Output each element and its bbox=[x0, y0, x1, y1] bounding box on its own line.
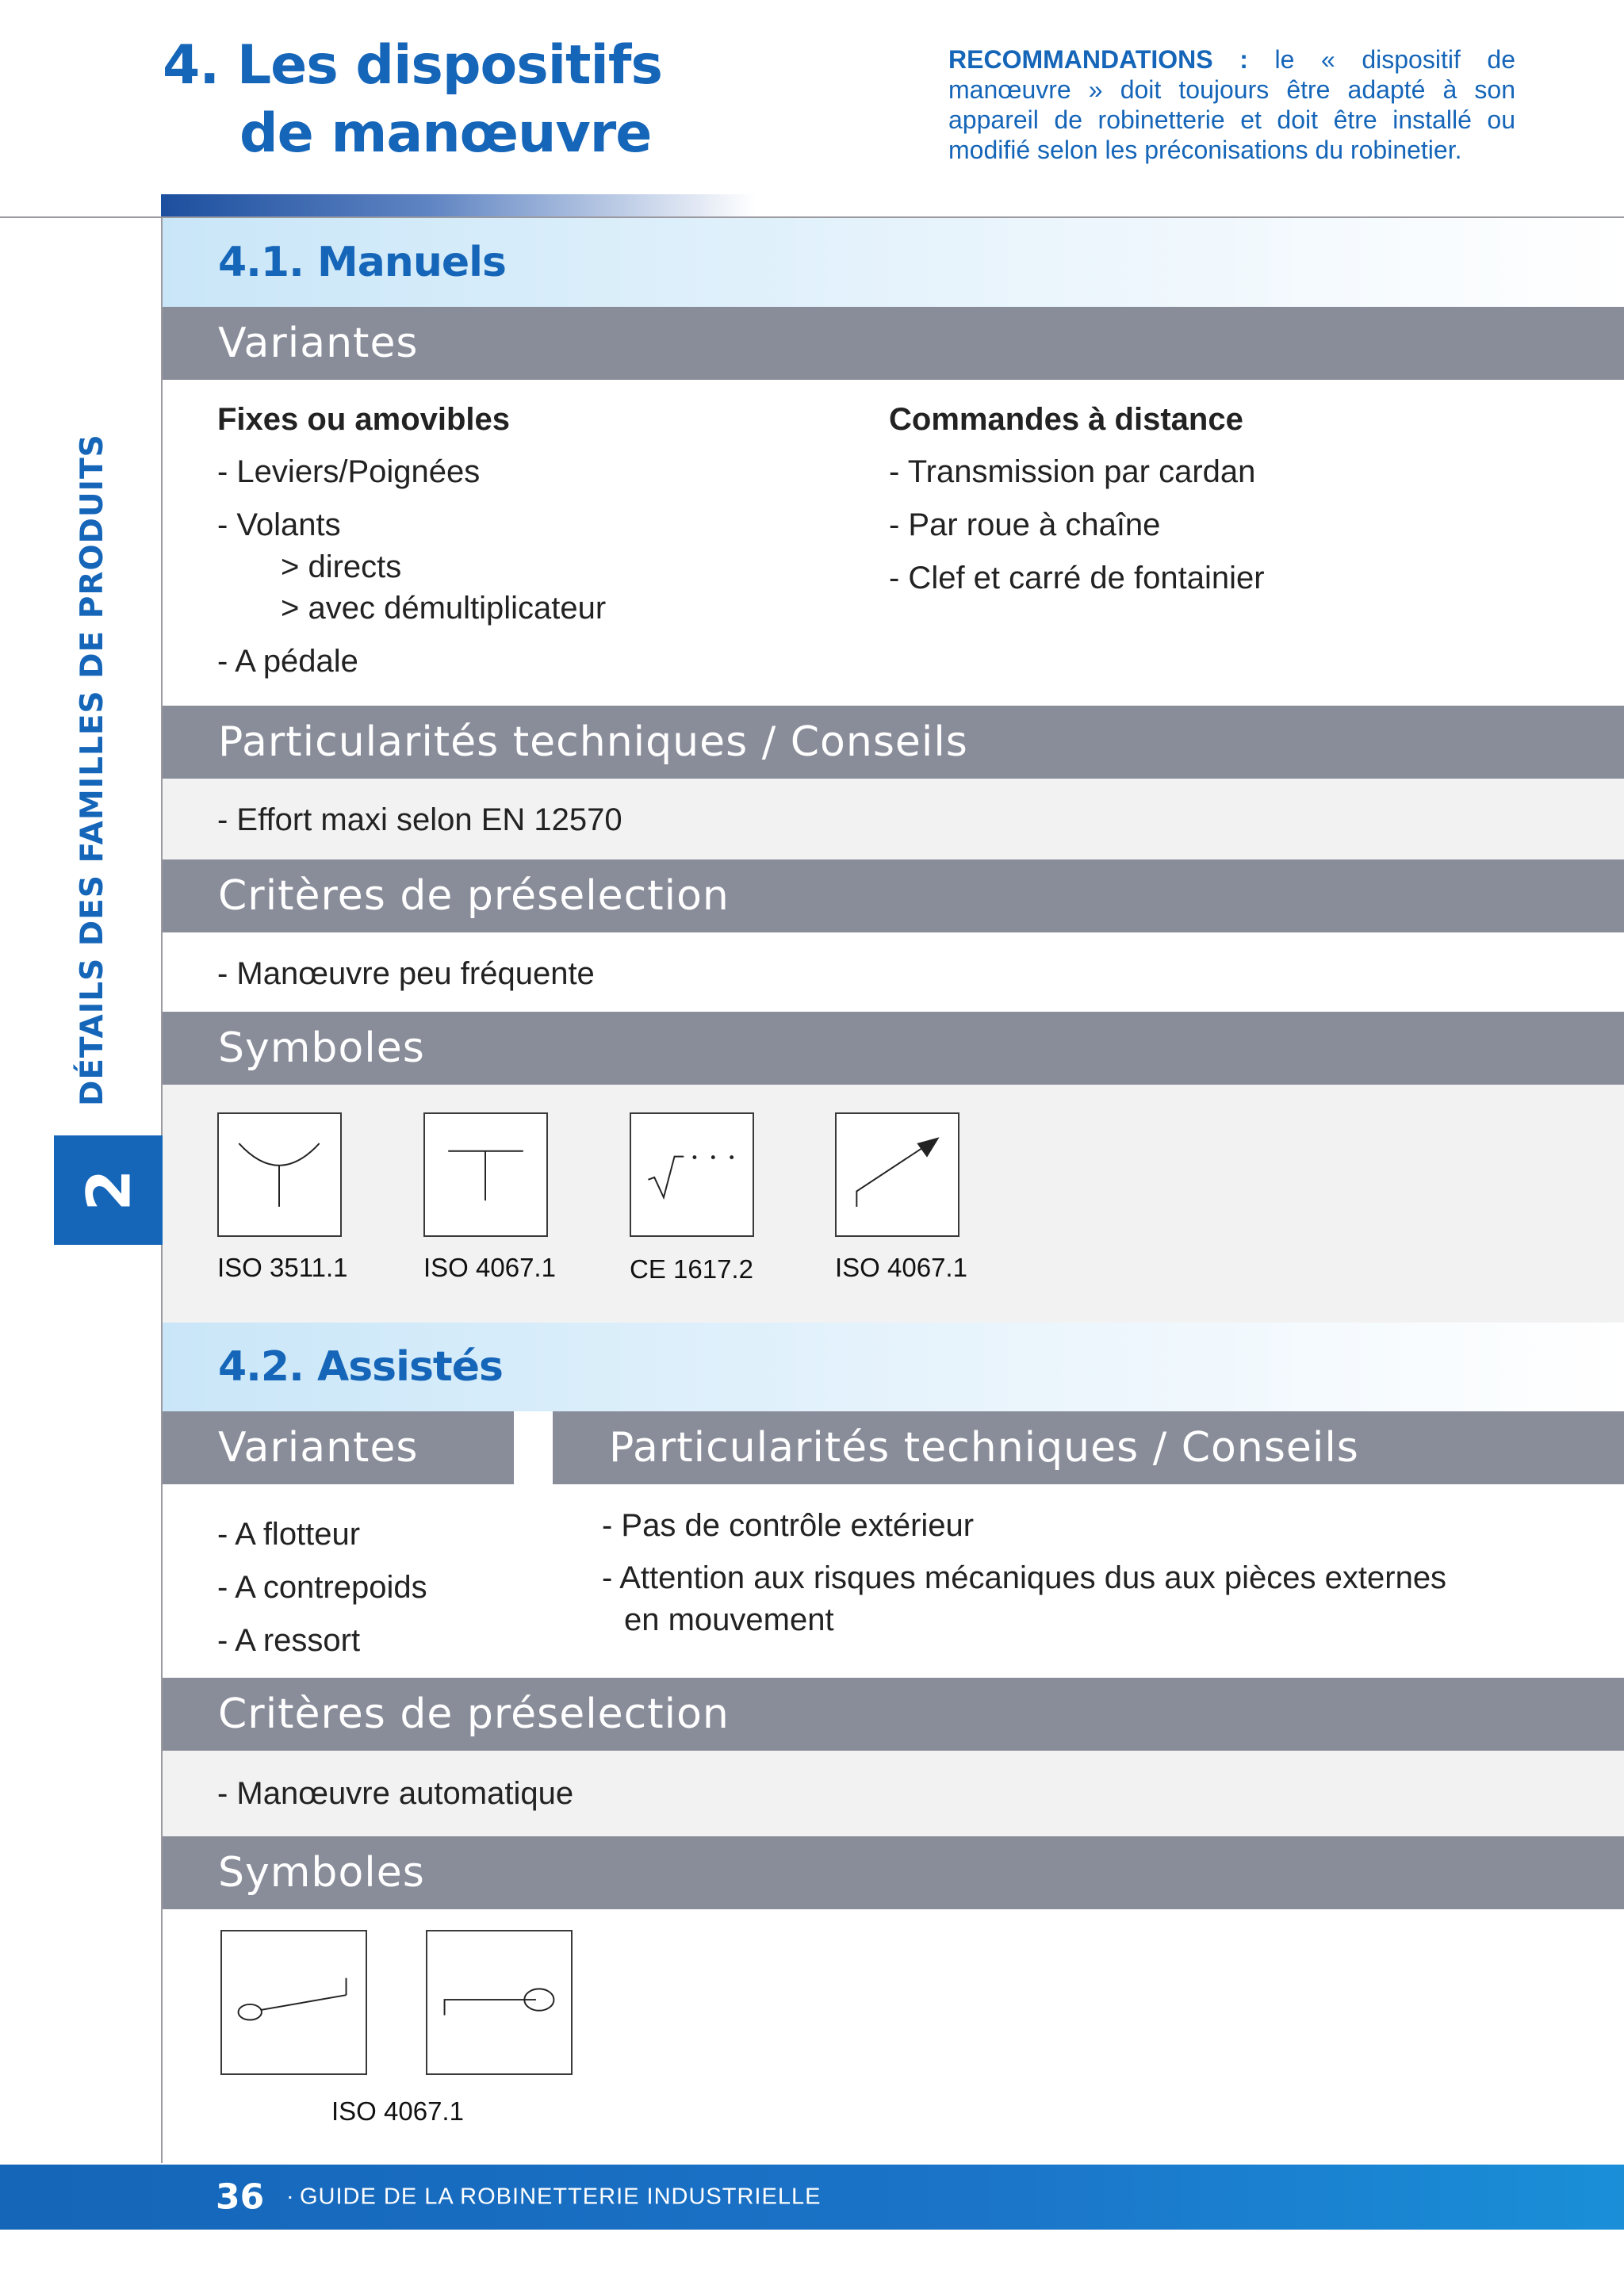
assistes-symboles-header bbox=[163, 1836, 1624, 1909]
page-title-line2: de manœuvre bbox=[239, 102, 652, 165]
manuels-variantes-label: Variantes bbox=[218, 320, 419, 367]
manuels-col2-title: Commandes à distance bbox=[889, 402, 1243, 437]
manuels-symboles-header bbox=[163, 1012, 1624, 1085]
assistes-particularites-label: Particularités techniques / Conseils bbox=[609, 1424, 1359, 1472]
list-item: - Transmission par cardan bbox=[889, 454, 1256, 489]
hand-lever-symbol-icon bbox=[217, 1112, 342, 1237]
list-item: - A contrepoids bbox=[217, 1570, 427, 1605]
float-right-symbol-icon bbox=[426, 1930, 573, 2075]
list-item: - A pédale bbox=[217, 644, 358, 679]
list-item: - Pas de contrôle extérieur bbox=[602, 1508, 975, 1543]
float-left-symbol-icon bbox=[220, 1930, 367, 2075]
symbol-caption: ISO 4067.1 bbox=[835, 1253, 967, 1282]
manuels-criteres-header bbox=[163, 859, 1624, 932]
footer-label: GUIDE DE LA ROBINETTERIE INDUSTRIELLE bbox=[300, 2184, 822, 2210]
list-item: - Clef et carré de fontainier bbox=[889, 561, 1265, 595]
list-item: - Volants bbox=[217, 507, 341, 542]
manuels-col1-title: Fixes ou amovibles bbox=[217, 402, 511, 437]
assistes-symboles-label: Symboles bbox=[218, 1849, 425, 1897]
symbol-caption: CE 1617.2 bbox=[630, 1254, 753, 1284]
list-item: - Manœuvre automatique bbox=[217, 1776, 574, 1811]
page-title bbox=[163, 32, 662, 168]
manuels-symboles-label: Symboles bbox=[218, 1024, 425, 1072]
root-dots-symbol-icon bbox=[630, 1112, 754, 1237]
list-item: - Effort maxi selon EN 12570 bbox=[217, 802, 622, 837]
chapter-tab[interactable] bbox=[54, 1135, 163, 1245]
section-assistes-title: 4.2. Assistés bbox=[218, 1343, 503, 1391]
list-item: - A flotteur bbox=[217, 1517, 361, 1552]
list-item: - Attention aux risques mécaniques dus aux pièces externes bbox=[602, 1560, 1447, 1595]
assistes-criteres-header bbox=[163, 1678, 1624, 1751]
page-title-line1: 4. Les dispositifs bbox=[163, 34, 662, 97]
recommendation-note bbox=[948, 44, 1515, 165]
list-subitem: > avec démultiplicateur bbox=[281, 591, 607, 626]
recommendation-label: RECOMMANDATIONS : bbox=[948, 45, 1248, 74]
list-item: - Par roue à chaîne bbox=[889, 507, 1161, 542]
symbol-caption: ISO 3511.1 bbox=[217, 1253, 348, 1282]
manuels-particularites-body bbox=[163, 779, 1624, 859]
assistes-criteres-label: Critères de préselection bbox=[218, 1690, 730, 1738]
list-item-continuation: en mouvement bbox=[624, 1602, 834, 1637]
recommendation-text: le « dispositif de manœuvre » doit toujours être adapté à son appareil de robinetterie et doit être installé ou modifié selon les préconisations du robinetier. bbox=[948, 45, 1516, 164]
manuels-variantes-header bbox=[163, 307, 1624, 380]
header-gradient-bar bbox=[161, 194, 756, 216]
section-manuels-heading bbox=[163, 218, 1624, 307]
chapter-number: 2 bbox=[73, 1169, 144, 1212]
section-assistes-heading bbox=[163, 1323, 1624, 1411]
side-section-label: DÉTAILS DES FAMILLES DE PRODUITS bbox=[75, 434, 110, 1106]
manuels-criteres-label: Critères de préselection bbox=[218, 872, 730, 920]
list-item: - Leviers/Poignées bbox=[217, 454, 481, 489]
symbol-caption: ISO 4067.1 bbox=[423, 1253, 556, 1282]
manuels-particularites-label: Particularités techniques / Conseils bbox=[218, 718, 968, 766]
assistes-particularites-header bbox=[553, 1411, 1624, 1484]
manuels-particularites-header bbox=[163, 706, 1624, 779]
symbol-caption: ISO 4067.1 bbox=[331, 2096, 464, 2126]
t-handle-symbol-icon bbox=[423, 1112, 548, 1237]
arrow-lever-symbol-icon bbox=[835, 1112, 959, 1237]
list-subitem: > directs bbox=[281, 549, 402, 584]
assistes-variantes-header bbox=[163, 1411, 514, 1484]
page-number: 36 bbox=[216, 2176, 265, 2218]
assistes-variantes-label: Variantes bbox=[218, 1424, 419, 1472]
assistes-criteres-body bbox=[163, 1751, 1624, 1836]
list-item: - A ressort bbox=[217, 1623, 361, 1658]
section-manuels-title: 4.1. Manuels bbox=[218, 239, 506, 286]
list-item: - Manœuvre peu fréquente bbox=[217, 956, 595, 991]
footer-separator: · bbox=[286, 2184, 294, 2210]
page-footer bbox=[0, 2165, 1624, 2230]
